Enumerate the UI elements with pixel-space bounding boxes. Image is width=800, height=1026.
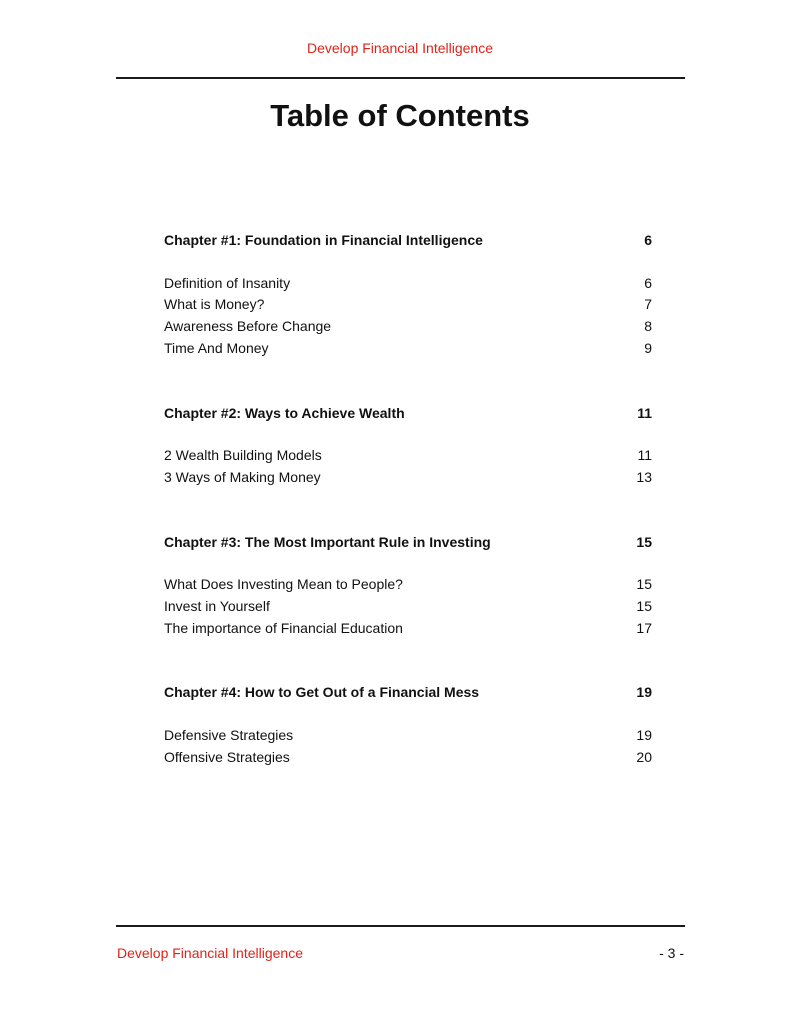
entry-label: Defensive Strategies — [164, 727, 294, 744]
entry-label: Invest in Yourself — [164, 598, 270, 615]
toc-entry[interactable] — [164, 467, 652, 489]
entry-label: 3 Ways of Making Money — [164, 468, 321, 485]
table-of-contents — [164, 230, 652, 812]
entry-page-number: 9 — [644, 339, 652, 356]
toc-chapter-2 — [164, 403, 652, 489]
entry-label: Offensive Strategies — [164, 748, 290, 765]
entry-label: 2 Wealth Building Models — [164, 447, 322, 464]
running-footer-title: Develop Financial Intelligence — [117, 945, 303, 961]
entry-label: Definition of Insanity — [164, 274, 291, 291]
chapter-title: Chapter #2: Ways to Achieve Wealth — [164, 404, 405, 421]
entry-page-number: 19 — [636, 727, 652, 744]
entry-label: Time And Money — [164, 339, 269, 356]
toc-entry[interactable] — [164, 747, 652, 769]
chapter-title: Chapter #3: The Most Important Rule in Investing — [164, 533, 491, 550]
entry-page-number: 6 — [644, 274, 652, 291]
entry-label: The importance of Financial Education — [164, 619, 403, 636]
entry-page-number: 17 — [636, 619, 652, 636]
chapter-page-number: 15 — [636, 533, 652, 550]
entry-page-number: 15 — [636, 598, 652, 615]
running-header: Develop Financial Intelligence — [307, 40, 493, 56]
chapter-title: Chapter #4: How to Get Out of a Financial Mess — [164, 684, 480, 701]
toc-entry[interactable] — [164, 445, 652, 467]
toc-chapter-heading[interactable] — [164, 532, 652, 554]
toc-entry[interactable] — [164, 574, 652, 596]
toc-chapter-1 — [164, 230, 652, 360]
toc-chapter-heading[interactable] — [164, 403, 652, 425]
toc-entry[interactable] — [164, 725, 652, 747]
chapter-page-number: 11 — [637, 404, 652, 421]
footer-divider — [116, 925, 685, 927]
chapter-page-number: 19 — [636, 684, 652, 701]
chapter-title: Chapter #1: Foundation in Financial Intelligence — [164, 232, 483, 248]
chapter-page-number: 6 — [644, 232, 652, 248]
toc-chapter-3 — [164, 532, 652, 640]
entry-page-number: 20 — [636, 748, 652, 765]
header-divider — [116, 77, 685, 79]
entry-label: What is Money? — [164, 296, 265, 313]
page-number: - 3 - — [659, 945, 684, 961]
toc-chapter-4 — [164, 682, 652, 768]
toc-entry[interactable] — [164, 316, 652, 338]
entry-page-number: 11 — [637, 447, 652, 464]
toc-chapter-heading[interactable] — [164, 230, 652, 252]
entry-label: Awareness Before Change — [164, 318, 332, 335]
entry-page-number: 15 — [636, 576, 652, 593]
entry-page-number: 7 — [644, 296, 652, 313]
toc-entry[interactable] — [164, 338, 652, 360]
entry-page-number: 13 — [636, 468, 652, 485]
toc-entry[interactable] — [164, 596, 652, 618]
page-title: Table of Contents — [270, 98, 530, 133]
toc-entry[interactable] — [164, 618, 652, 640]
toc-entry[interactable] — [164, 294, 652, 316]
entry-label: What Does Investing Mean to People? — [164, 576, 403, 593]
toc-chapter-heading[interactable] — [164, 682, 652, 704]
toc-entry[interactable] — [164, 273, 652, 295]
entry-page-number: 8 — [644, 318, 652, 335]
